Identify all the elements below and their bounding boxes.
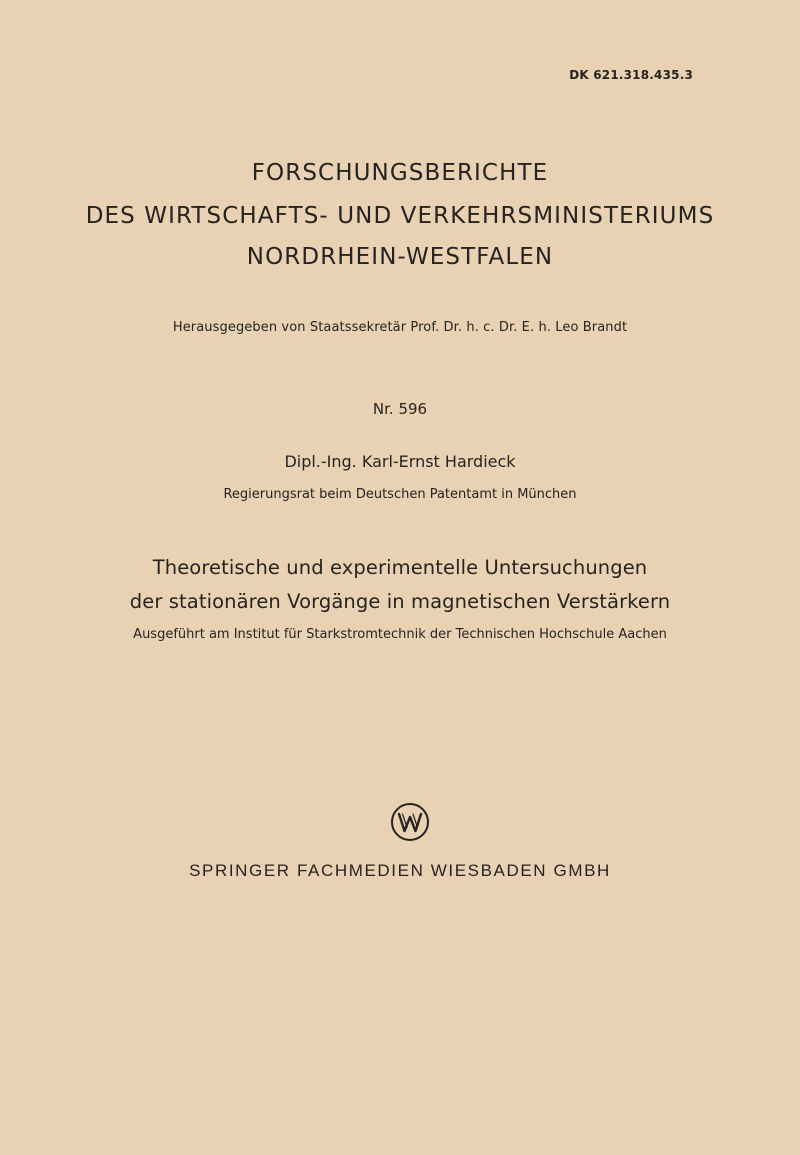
institute-line: Ausgeführt am Institut für Starkstromtechnik der Technischen Hochschule Aachen — [133, 627, 667, 642]
author-name: Dipl.-Ing. Karl-Ernst Hardieck — [284, 452, 516, 471]
title-line-2: der stationären Vorgänge in magnetischen Verstärkern — [129, 590, 671, 613]
editor-line: Herausgegeben von Staatssekretär Prof. Dr. h. c. Dr. E. h. Leo Brandt — [172, 320, 628, 335]
series-title-line-3: NORDRHEIN-WESTFALEN — [246, 244, 554, 270]
publisher-name: SPRINGER FACHMEDIEN WIESBADEN GMBH — [189, 861, 611, 880]
series-title-line-2: DES WIRTSCHAFTS- UND VERKEHRSMINISTERIUMS — [85, 203, 715, 229]
title-line-1: Theoretische und experimentelle Untersuchungen — [152, 556, 648, 579]
series-title-line-1: FORSCHUNGSBERICHTE — [251, 160, 549, 186]
classification-code: DK 621.318.435.3 — [569, 68, 693, 82]
author-affiliation: Regierungsrat beim Deutschen Patentamt in München — [223, 487, 577, 502]
report-number: Nr. 596 — [372, 400, 428, 418]
springer-w-logo-icon — [390, 802, 430, 842]
